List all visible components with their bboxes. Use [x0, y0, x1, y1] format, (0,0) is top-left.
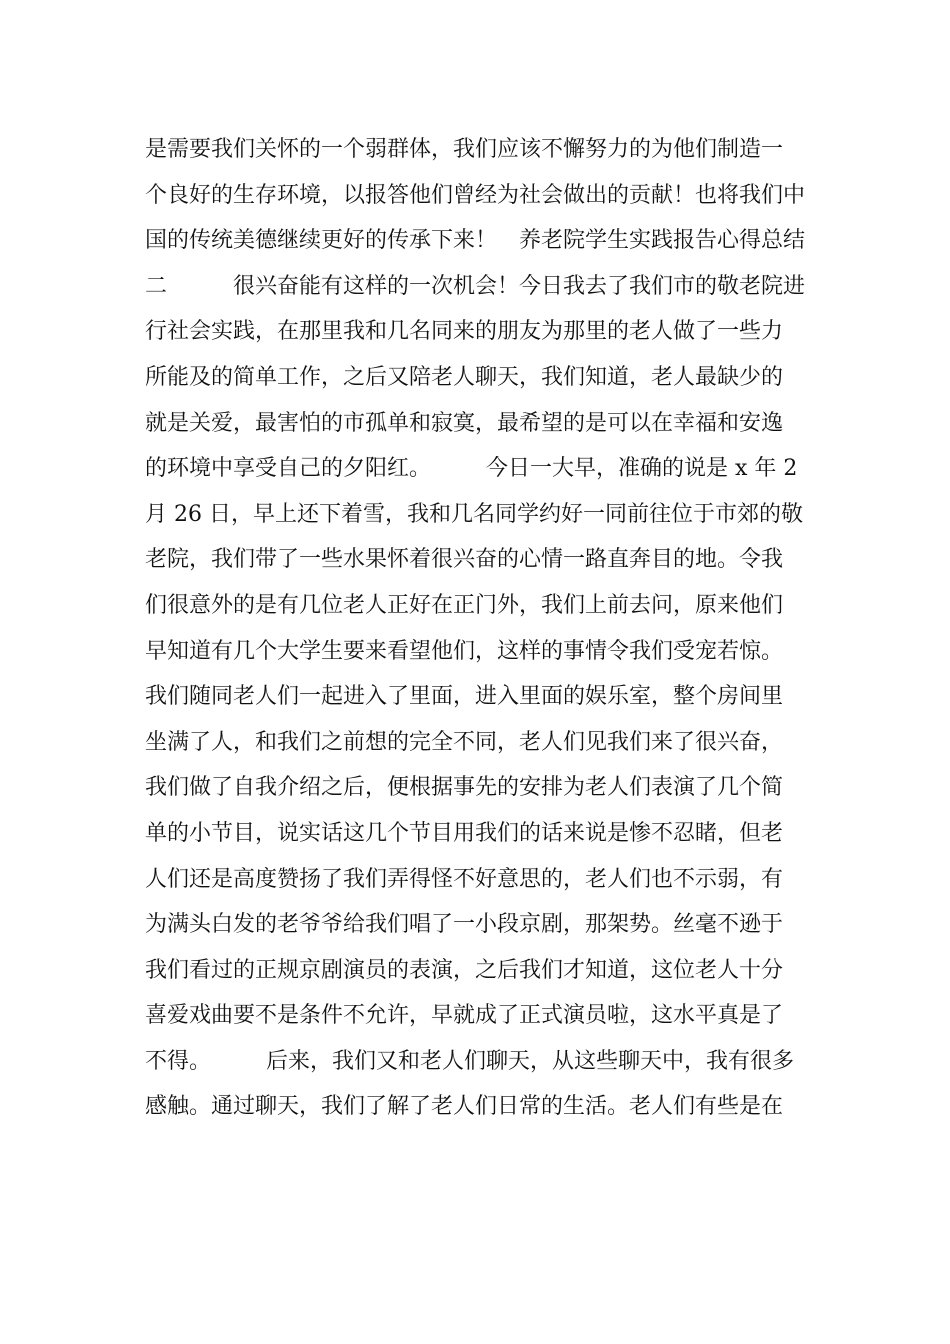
text-line: 早知道有几个大学生要来看望他们，这样的事情令我们受宠若惊。 [145, 638, 784, 664]
text-line: 个良好的生存环境，以报答他们曾经为社会做出的贡献！也将我们中 [145, 182, 806, 208]
text-line: 我们随同老人们一起进入了里面，进入里面的娱乐室，整个房间里 [145, 684, 784, 710]
text-line: 们很意外的是有几位老人正好在正门外，我们上前去问，原来他们 [145, 592, 784, 618]
text-line: 就是关爱，最害怕的市孤单和寂寞，最希望的是可以在幸福和安逸 [145, 410, 784, 436]
text-line: 坐满了人，和我们之前想的完全不同，老人们见我们来了很兴奋， [145, 729, 784, 755]
text-line: 老院，我们带了一些水果怀着很兴奋的心情一路直奔目的地。令我 [145, 547, 784, 573]
body-text [145, 127, 815, 1130]
text-line: 我们做了自我介绍之后，便根据事先的安排为老人们表演了几个简 [145, 775, 784, 801]
text-line: 感触。通过聊天，我们了解了老人们日常的生活。老人们有些是在 [145, 1094, 784, 1120]
text-line: 为满头白发的老爷爷给我们唱了一小段京剧，那架势。丝毫不逊于 [145, 912, 784, 938]
text-line: 是需要我们关怀的一个弱群体，我们应该不懈努力的为他们制造一 [145, 137, 784, 162]
text-line: 二 很兴奋能有这样的一次机会！今日我去了我们市的敬老院进 [145, 273, 806, 299]
text-line: 不得。 后来，我们又和老人们聊天，从这些聊天中，我有很多 [145, 1048, 795, 1074]
text-line: 行社会实践，在那里我和几名同来的朋友为那里的老人做了一些力 [145, 319, 784, 345]
text-line: 国的传统美德继续更好的传承下来！ 养老院学生实践报告心得总结 [145, 228, 806, 254]
text-line: 月 26 日，早上还下着雪，我和几名同学约好一同前往位于市郊的敬 [145, 501, 803, 527]
text-line: 所能及的简单工作，之后又陪老人聊天，我们知道，老人最缺少的 [145, 364, 784, 390]
text-line: 喜爱戏曲要不是条件不允许，早就成了正式演员啦，这水平真是了 [145, 1003, 784, 1029]
text-line: 单的小节目，说实话这几个节目用我们的话来说是惨不忍睹，但老 [145, 820, 784, 846]
text-line: 我们看过的正规京剧演员的表演，之后我们才知道，这位老人十分 [145, 957, 784, 983]
text-line: 的环境中享受自己的夕阳红。 今日一大早，准确的说是 x 年 2 [145, 456, 798, 482]
text-line: 人们还是高度赞扬了我们弄得怪不好意思的，老人们也不示弱，有 [145, 866, 784, 892]
